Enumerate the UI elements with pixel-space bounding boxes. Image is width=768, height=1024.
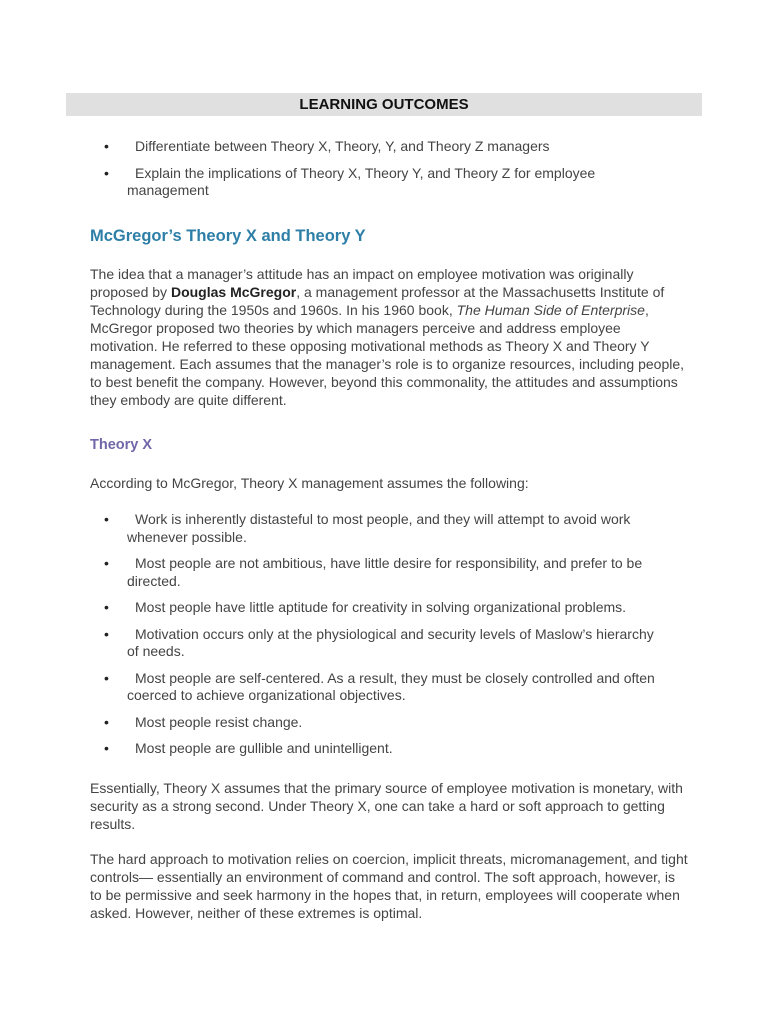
- list-item-text: Motivation occurs only at the physiological and security levels of Maslow’s hierarchy of needs.: [127, 625, 654, 659]
- bullet-icon: •: [104, 669, 109, 686]
- theory-x-paragraph-2: The hard approach to motivation relies on coercion, implicit threats, micromanagement, and tight controls— essentially an environment of command and control. The soft approach, however, is to be permissive and seek harmony in the hopes that, in return, employees will cooperate when asked. However, neither of these extremes is optimal.: [90, 851, 688, 921]
- list-item: [0, 165, 667, 200]
- bullet-icon: •: [104, 164, 109, 181]
- list-item: [0, 714, 667, 732]
- bullet-icon: •: [104, 138, 109, 154]
- bullet-icon: •: [104, 713, 109, 730]
- bullet-icon: •: [104, 625, 109, 642]
- theory-x-lead: According to McGregor, Theory X management assumes the following:: [90, 475, 529, 491]
- theory-x-paragraph-1: Essentially, Theory X assumes that the primary source of employee motivation is monetary, with security as a strong second. Under Theory X, one can take a hard or soft approach to getting results.: [90, 780, 683, 832]
- theory-x-heading: Theory X: [90, 437, 153, 453]
- list-item: [0, 138, 667, 156]
- list-item: [0, 511, 667, 546]
- list-item-text: Most people resist change.: [135, 713, 303, 730]
- intro-text-1: The idea that a manager’s attitude has an impact on employee motivation was originally proposed by: [90, 266, 634, 300]
- section-heading: McGregor’s Theory X and Theory Y: [90, 227, 366, 245]
- learning-outcomes-list: [0, 138, 667, 209]
- list-item-text: Work is inherently distasteful to most people, and they will attempt to avoid work whenever possible.: [127, 511, 631, 545]
- list-item-text: Most people have little aptitude for creativity in solving organizational problems.: [135, 599, 627, 615]
- list-item-text: Most people are gullible and unintelligent.: [135, 740, 393, 756]
- author-name: Douglas McGregor: [170, 284, 297, 300]
- list-item: [0, 670, 667, 705]
- list-item: [0, 599, 667, 617]
- list-item-text: Most people are self-centered. As a result, they must be closely controlled and often coerced to achieve organizational objectives.: [127, 669, 655, 703]
- intro-paragraph: [90, 265, 690, 409]
- list-item: [0, 740, 667, 758]
- book-title: The Human Side of Enterprise: [456, 302, 645, 318]
- list-item-text: Differentiate between Theory X, Theory, Y, and Theory Z managers: [135, 138, 550, 154]
- list-item-text: Most people are not ambitious, have little desire for responsibility, and prefer to be directed.: [127, 555, 643, 589]
- bullet-icon: •: [104, 599, 109, 615]
- list-item: [0, 626, 667, 661]
- learning-outcomes-header: LEARNING OUTCOMES: [66, 93, 702, 116]
- theory-x-assumptions-list: [0, 511, 667, 767]
- bullet-icon: •: [104, 740, 109, 756]
- intro-text-3: , McGregor proposed two theories by which managers perceive and address employee motivation. He referred to these opposing motivational methods as Theory X and Theory Y management. Each assumes that the manager’s role is to organize resources, including people, to best benefit the company. However, beyond this commonality, the attitudes and assumptions they embody are quite different.: [90, 302, 685, 408]
- bullet-icon: •: [104, 555, 109, 571]
- bullet-icon: •: [104, 511, 109, 527]
- list-item: [0, 555, 667, 590]
- intro-text-2: , a management professor at the Massachusetts Institute of Technology during the 1950s and 1960s. In his 1960 book,: [90, 284, 665, 318]
- list-item-text: Explain the implications of Theory X, Theory Y, and Theory Z for employee management: [127, 164, 596, 198]
